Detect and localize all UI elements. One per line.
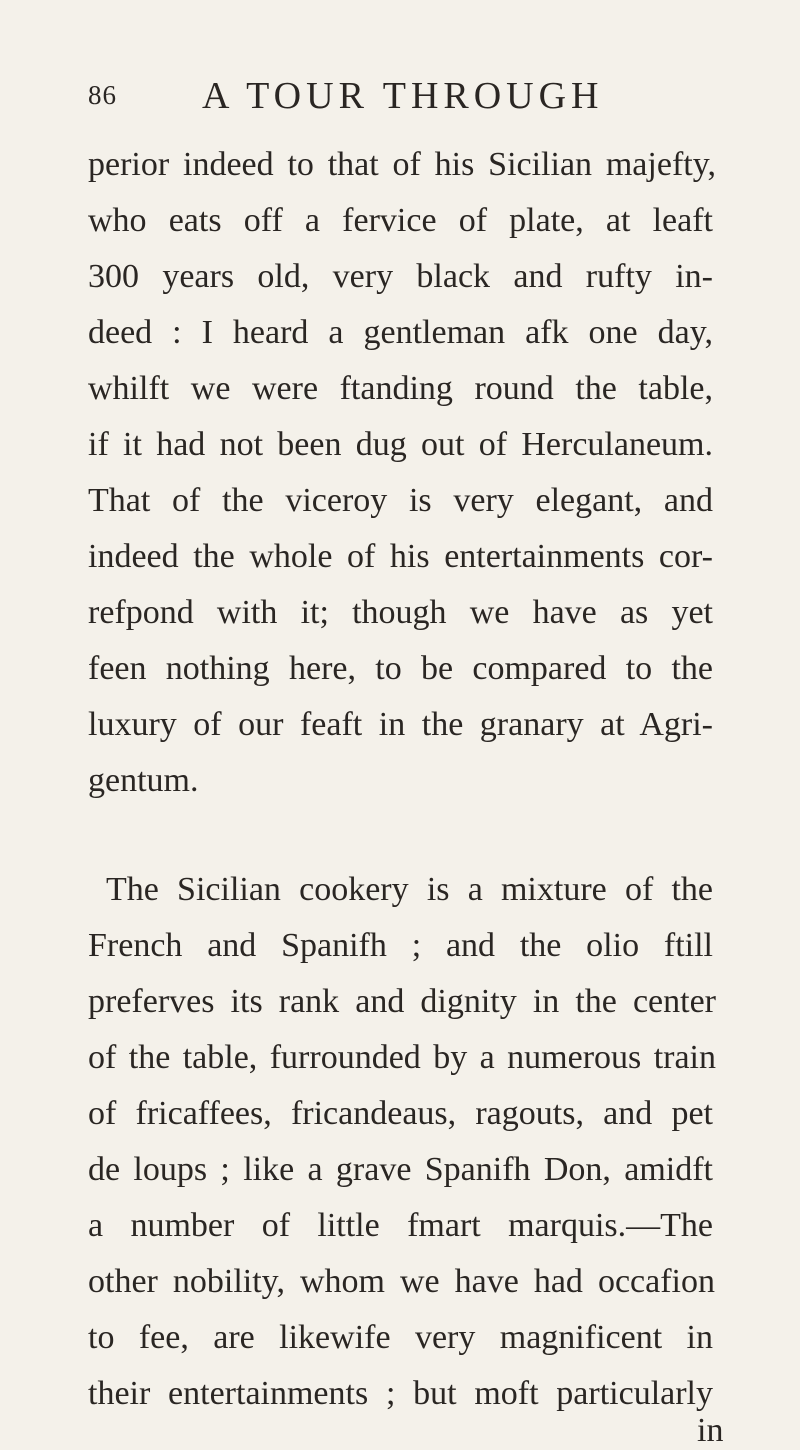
- page-number: 86: [88, 80, 117, 110]
- text-line: to fee, are likewife very magnificent in: [88, 1319, 713, 1356]
- text-line: of the table, furrounded by a numerous train: [88, 1039, 716, 1076]
- text-line: a number of little fmart marquis.—The: [88, 1207, 713, 1244]
- running-head: A TOUR THROUGH: [202, 75, 604, 117]
- text-line: That of the viceroy is very elegant, and: [88, 482, 713, 519]
- text-line: if it had not been dug out of Herculaneum.: [88, 426, 713, 463]
- text-line: luxury of our feaft in the granary at Agri-: [88, 706, 713, 743]
- text-line: 300 years old, very black and rufty in-: [88, 258, 713, 295]
- text-line: who eats off a fervice of plate, at leaft: [88, 202, 713, 239]
- text-line: de loups ; like a grave Spanifh Don, amidft: [88, 1151, 713, 1188]
- text-line: gentum.: [88, 762, 199, 799]
- text-line: The Sicilian cookery is a mixture of the: [106, 871, 713, 908]
- text-line: French and Spanifh ; and the olio ftill: [88, 927, 713, 964]
- catchword: in: [697, 1412, 724, 1449]
- page-header: [88, 74, 728, 124]
- text-line: feen nothing here, to be compared to the: [88, 650, 713, 687]
- text-line: whilft we were ftanding round the table,: [88, 370, 713, 407]
- text-line: indeed the whole of his entertainments cor-: [88, 538, 713, 575]
- text-line: their entertainments ; but moft particularly: [88, 1375, 713, 1412]
- text-line: deed : I heard a gentleman afk one day,: [88, 314, 713, 351]
- text-line: of fricaffees, fricandeaus, ragouts, and pet: [88, 1095, 713, 1132]
- text-line: preferves its rank and dignity in the center: [88, 983, 716, 1020]
- text-line: refpond with it; though we have as yet: [88, 594, 713, 631]
- text-line: perior indeed to that of his Sicilian majefty,: [88, 146, 716, 183]
- text-line: other nobility, whom we have had occafion: [88, 1263, 715, 1300]
